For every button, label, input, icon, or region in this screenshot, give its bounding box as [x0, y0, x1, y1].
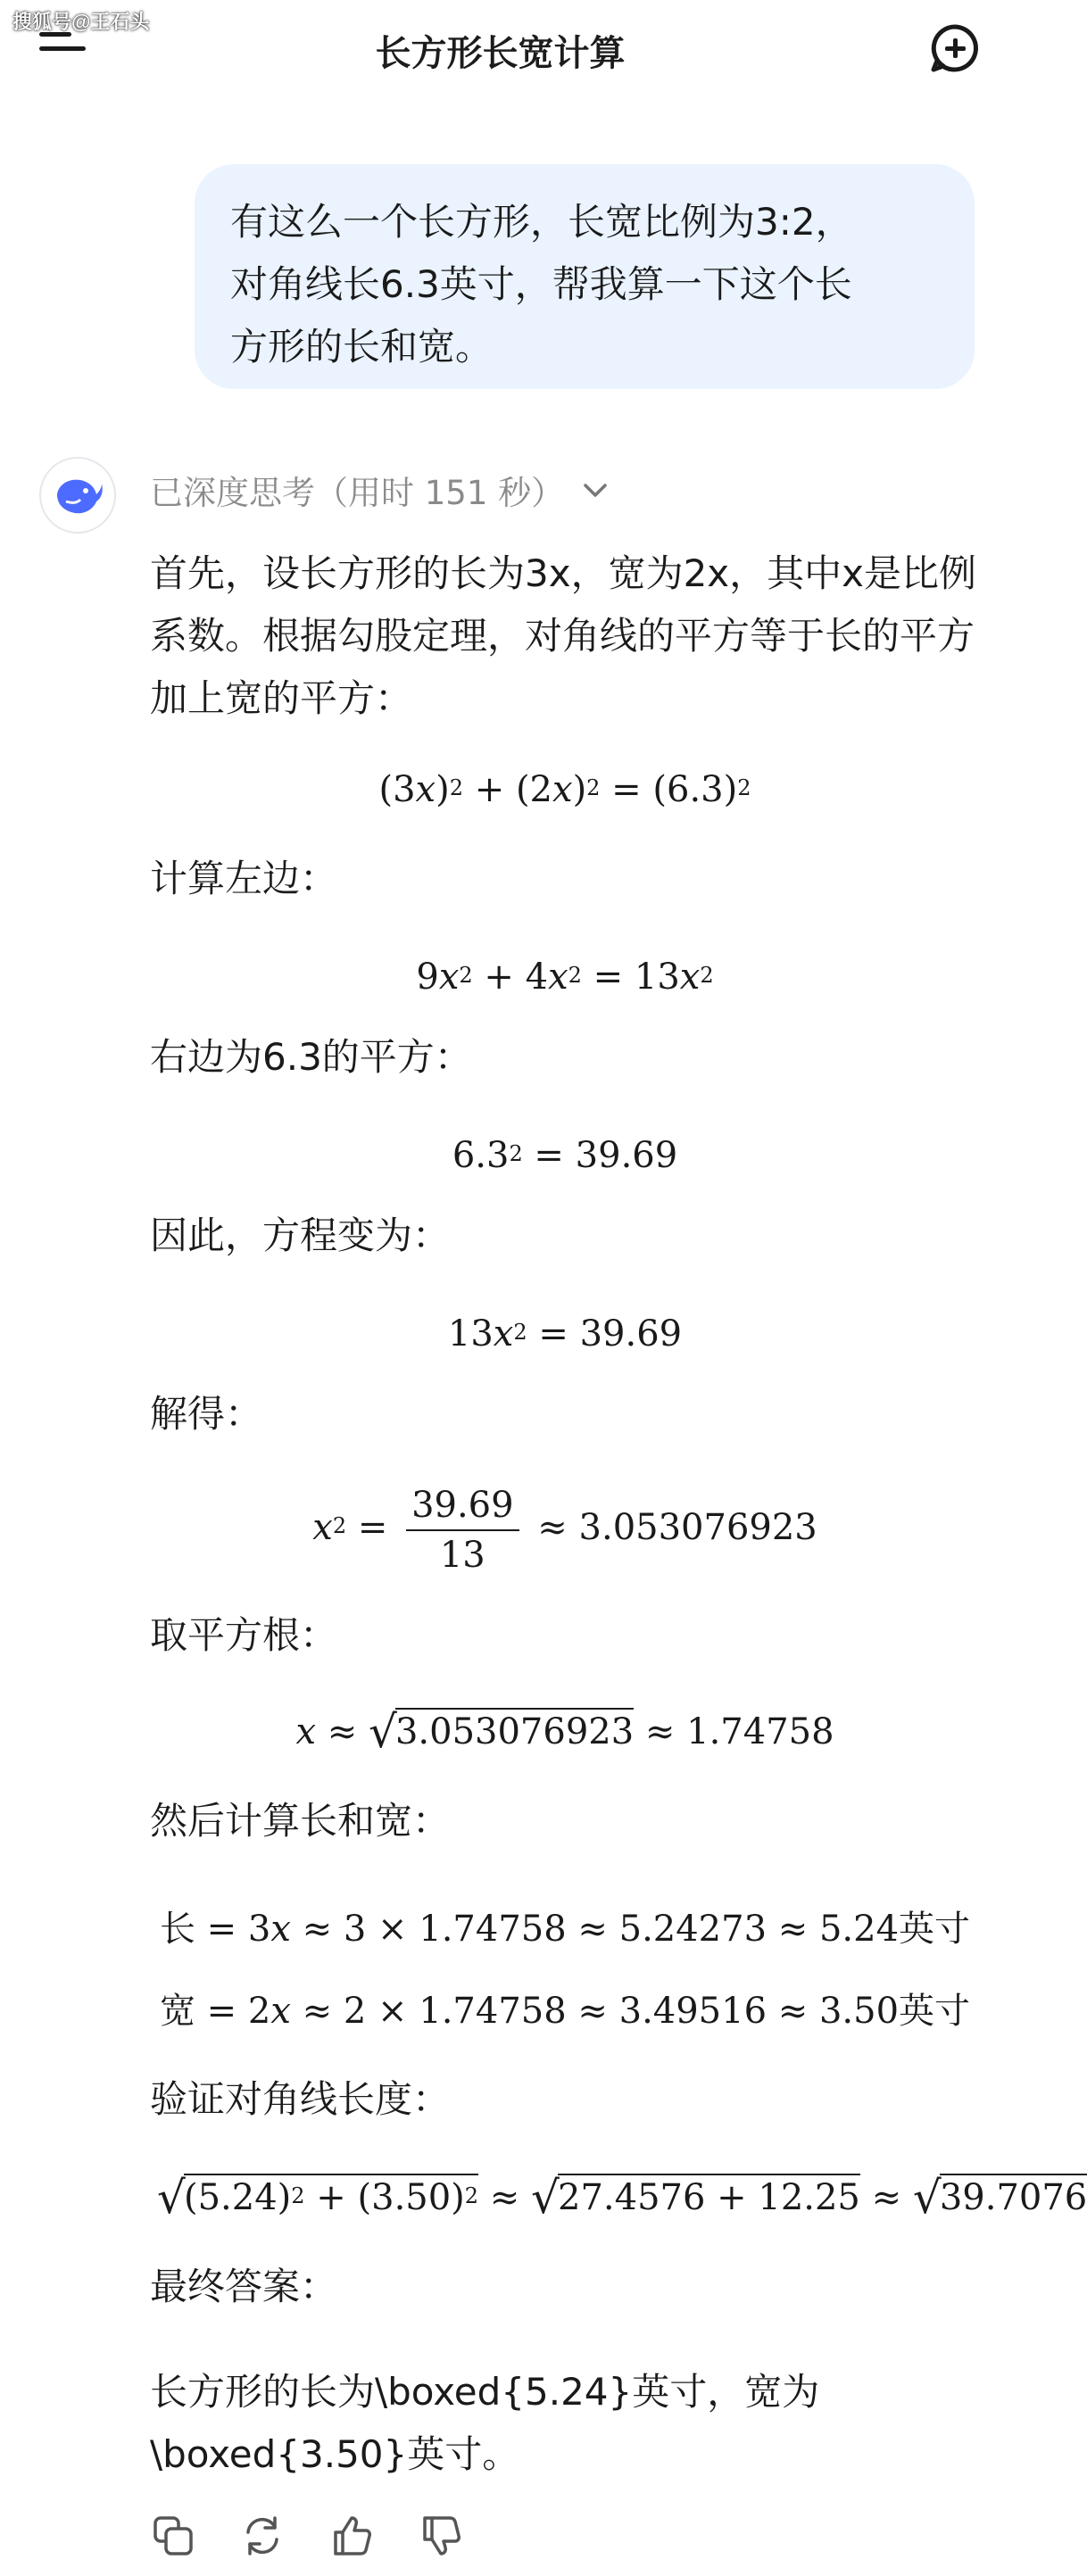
equation-combined: $13x^2 = 39.69$ — [447, 1313, 683, 1354]
message-actions — [150, 2509, 464, 2563]
equation-verify: √ $(5.24)^2 + (3.50)^2$ ≈ √ 27.4576 + 12.25 ≈ √ 39.7076 — [157, 2177, 980, 2218]
equation-right-side: $6.3^2 = 39.69$ — [452, 1135, 678, 1176]
step-right-label: 右边为6.3的平方： — [150, 1035, 472, 1079]
top-bar — [0, 0, 1000, 98]
copy-icon[interactable] — [150, 2513, 196, 2559]
thumbs-up-icon[interactable] — [328, 2513, 375, 2559]
step-verify-label: 验证对角线长度： — [150, 2077, 451, 2121]
answer-intro: 首先，设长方形的长为3x，宽为2x，其中x是比例系数。根据勾股定理，对角线的平方等于长的平方加上宽的平方： — [150, 551, 977, 720]
assistant-avatar — [39, 457, 116, 534]
equation-pythagoras: $(3x)^2 + (2x)^2 = (6.3)^2$ — [378, 769, 751, 810]
step-sqrt-label: 取平方根： — [150, 1613, 338, 1657]
user-message-bubble — [195, 164, 975, 389]
equation-sqrt: x ≈ √ 3.053076923 ≈ 1.74758 — [150, 1711, 980, 1752]
equation-solve: $x^2$ = $\frac{39.69}{13}$ ≈ 3.053076923 — [312, 1485, 817, 1576]
watermark: 搜狐号@王石头 — [12, 11, 150, 33]
page-title: 长方形长宽计算 — [375, 33, 626, 74]
whale-logo-icon — [50, 468, 105, 523]
step-equation-label: 因此，方程变为： — [150, 1213, 451, 1257]
equation-length: 长 = 3x ≈ 3 × 1.74758 ≈ 5.24273 ≈ 5.24英寸 — [159, 1909, 971, 1950]
thinking-label: 已深度思考（用时 151 秒） — [150, 474, 565, 512]
final-answer-text: 长方形的长为\boxed{5.24}英寸，宽为 \boxed{3.50}英寸。 — [150, 2370, 820, 2476]
final-answer-label: 最终答案： — [150, 2265, 338, 2308]
regenerate-icon[interactable] — [239, 2513, 286, 2559]
step-left-label: 计算左边： — [150, 857, 338, 900]
thumbs-down-icon[interactable] — [418, 2513, 464, 2559]
step-dims-label: 然后计算长和宽： — [150, 1799, 451, 1843]
step-solve-label: 解得： — [150, 1392, 263, 1436]
user-message-text: 有这么一个长方形，长宽比例为3:2， 对角线长6.3英寸，帮我算一下这个长 方形的长和宽。 — [230, 200, 853, 369]
chevron-down-icon — [578, 473, 612, 507]
thinking-toggle[interactable] — [150, 468, 612, 512]
equation-width: 宽 = 2x ≈ 2 × 1.74758 ≈ 3.49516 ≈ 3.50英寸 — [159, 1991, 971, 2032]
equation-left-side: $9x^2 + 4x^2 = 13x^2$ — [416, 957, 714, 998]
new-chat-icon[interactable] — [928, 21, 982, 75]
